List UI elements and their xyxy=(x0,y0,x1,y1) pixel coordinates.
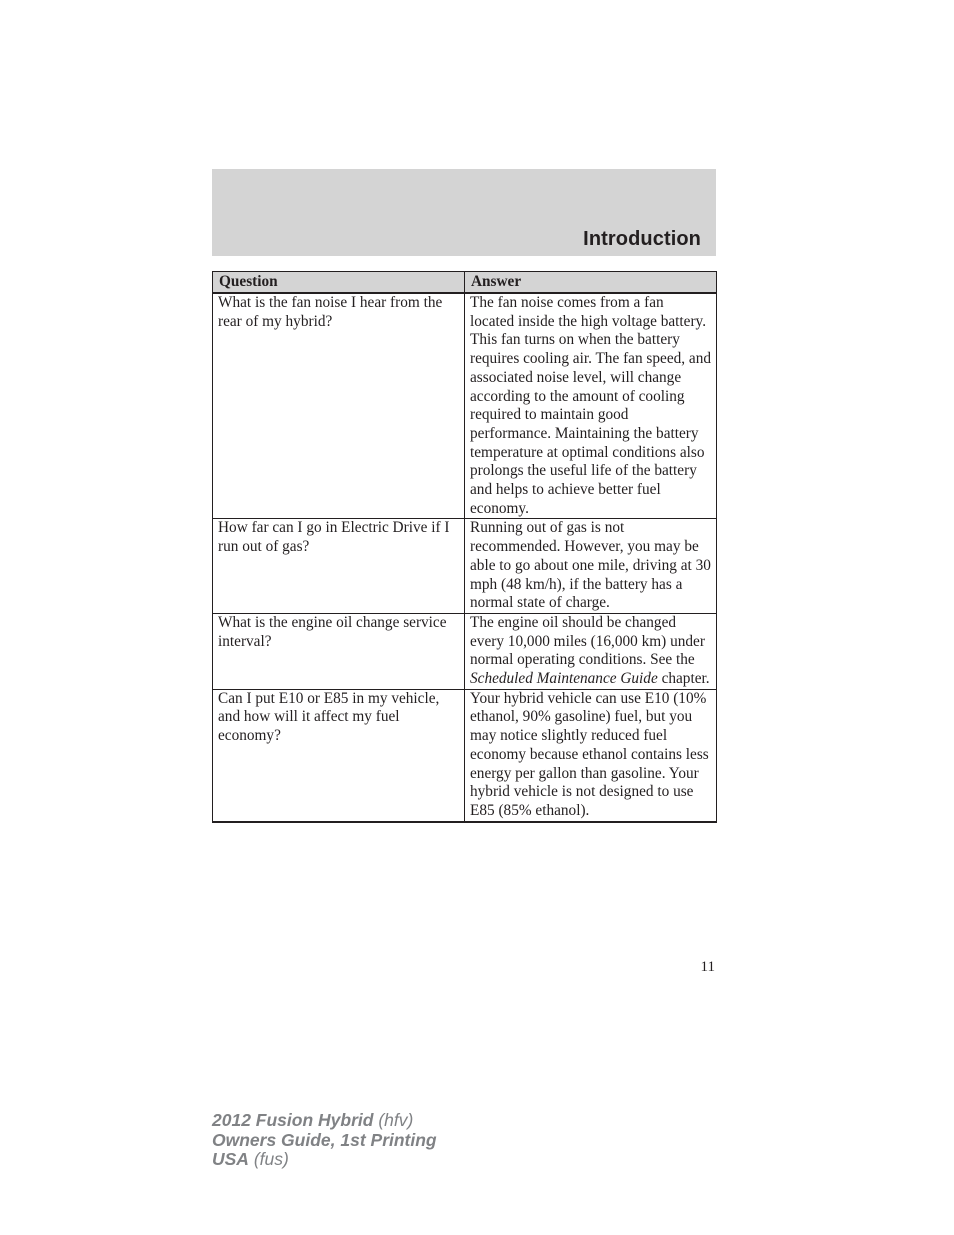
footer-market-name: USA xyxy=(212,1149,249,1169)
document-footer xyxy=(212,1111,437,1170)
footer-model-code: (hfv) xyxy=(378,1110,414,1130)
table-row xyxy=(213,613,717,689)
section-header-band xyxy=(212,169,716,256)
question-cell: What is the fan noise I hear from the rear of my hybrid? xyxy=(213,293,465,519)
page-number: 11 xyxy=(700,959,715,975)
footer-market-code: (fus) xyxy=(253,1149,289,1169)
footer-line-model xyxy=(212,1111,437,1131)
answer-text: chapter. xyxy=(657,670,710,688)
column-header-answer: Answer xyxy=(465,272,717,294)
answer-cell: Your hybrid vehicle can use E10 (10% ethanol, 90% gasoline) fuel, but you may notice slightly reduced fuel economy because ethanol contains less energy per gallon than gasoline. Your hybrid vehicle is not designed to use E85 (85% ethanol). xyxy=(465,689,717,821)
question-cell: How far can I go in Electric Drive if I run out of gas? xyxy=(213,519,465,614)
footer-guide-name: Owners Guide, 1st Printing xyxy=(212,1129,437,1150)
table-header-row xyxy=(213,272,717,294)
answer-text: The engine oil should be changed every 10,000 miles (16,000 km) under normal operating conditions. See the xyxy=(470,613,705,669)
answer-cell: Running out of gas is not recommended. However, you may be able to go about one mile, driving at 30 mph (48 km/h), if the battery has a normal state of charge. xyxy=(465,519,717,614)
chapter-reference: Scheduled Maintenance Guide xyxy=(470,670,658,688)
table-row xyxy=(213,293,717,519)
footer-line-guide xyxy=(212,1131,437,1151)
qa-table xyxy=(212,271,717,823)
answer-cell xyxy=(465,613,717,689)
section-title: Introduction xyxy=(583,228,701,250)
question-cell: Can I put E10 or E85 in my vehicle, and how will it affect my fuel economy? xyxy=(213,689,465,821)
column-header-question: Question xyxy=(213,272,465,294)
table-row xyxy=(213,689,717,821)
footer-line-market xyxy=(212,1150,437,1170)
table-row xyxy=(213,519,717,614)
question-cell: What is the engine oil change service interval? xyxy=(213,613,465,689)
footer-model-name: 2012 Fusion Hybrid xyxy=(212,1110,374,1130)
answer-cell: The fan noise comes from a fan located inside the high voltage battery. This fan turns on when the battery requires cooling air. The fan speed, and associated noise level, will change according to the amount of cooling required to maintain good performance. Maintaining the battery temperature at optimal conditions also prolongs the useful life of the battery and helps to achieve better fuel economy. xyxy=(465,293,717,519)
